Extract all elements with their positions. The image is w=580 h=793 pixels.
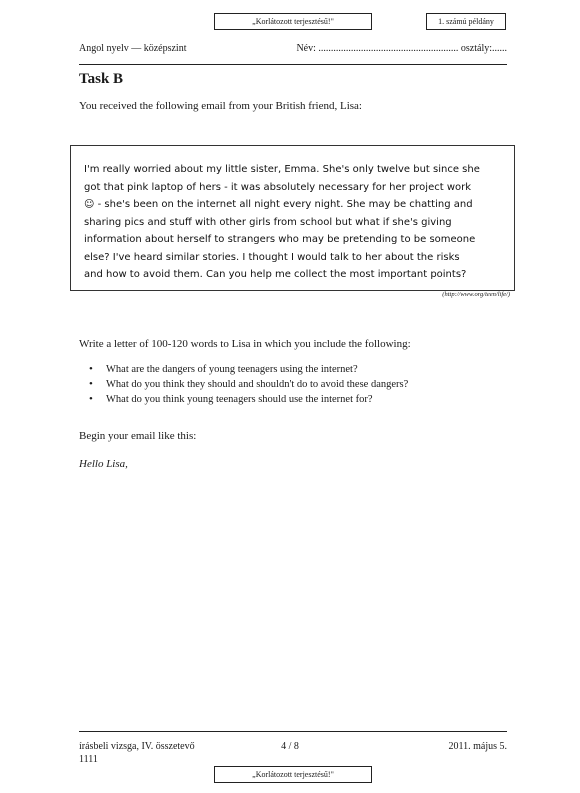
email-line: sharing pics and stuff with other girls from school but what if she's giving [84,216,452,228]
requirement-list [79,362,408,407]
email-line: information about herself to strangers who may be pretending to be someone [84,234,476,245]
distribution-label-top: „Korlátozott terjesztésű!" [214,13,372,30]
email-line: and how to avoid them. Can you help me collect the most important points? [84,269,467,280]
email-source: (http://www.org/teen/life/) [442,291,510,298]
footer-rule [79,731,507,732]
email-line: I'm really worried about my little sister, Emma. She's only twelve but since she [84,164,480,175]
email-text [84,161,480,284]
subject-label: Angol nyelv — középszint [79,43,187,54]
email-line: got that pink laptop of hers - it was absolutely necessary for her project work [84,181,472,193]
exam-date: 2011. május 5. [448,741,507,752]
email-line: else? I've heard similar stories. I thought I would talk to her about the risks [84,251,460,263]
task-instruction: Write a letter of 100-120 words to Lisa in which you include the following: [79,338,411,350]
list-item: • What do you think they should and shouldn't do to avoid these dangers? [79,377,408,392]
header-rule [79,64,507,65]
name-class-field: Név: ........................................................ osztály:...... [296,43,507,54]
email-line: ☺ - she's been on the internet all night every night. She may be chatting and [84,199,473,210]
greeting: Hello Lisa, [79,458,128,470]
email-box [70,145,515,291]
list-item: • What are the dangers of young teenagers using the internet? [79,362,408,377]
list-item: • What do you think young teenagers should use the internet for? [79,392,408,407]
begin-instruction: Begin your email like this: [79,430,197,442]
page-number: 4 / 8 [281,741,299,752]
distribution-label-bottom: „Korlátozott terjesztésű!" [214,766,372,783]
exam-part: írásbeli vizsga, IV. összetevő [79,741,195,752]
task-intro: You received the following email from your British friend, Lisa: [79,100,362,112]
copy-label: 1. számú példány [426,13,506,30]
exam-code: 1111 [79,754,98,765]
task-title: Task B [79,71,124,87]
